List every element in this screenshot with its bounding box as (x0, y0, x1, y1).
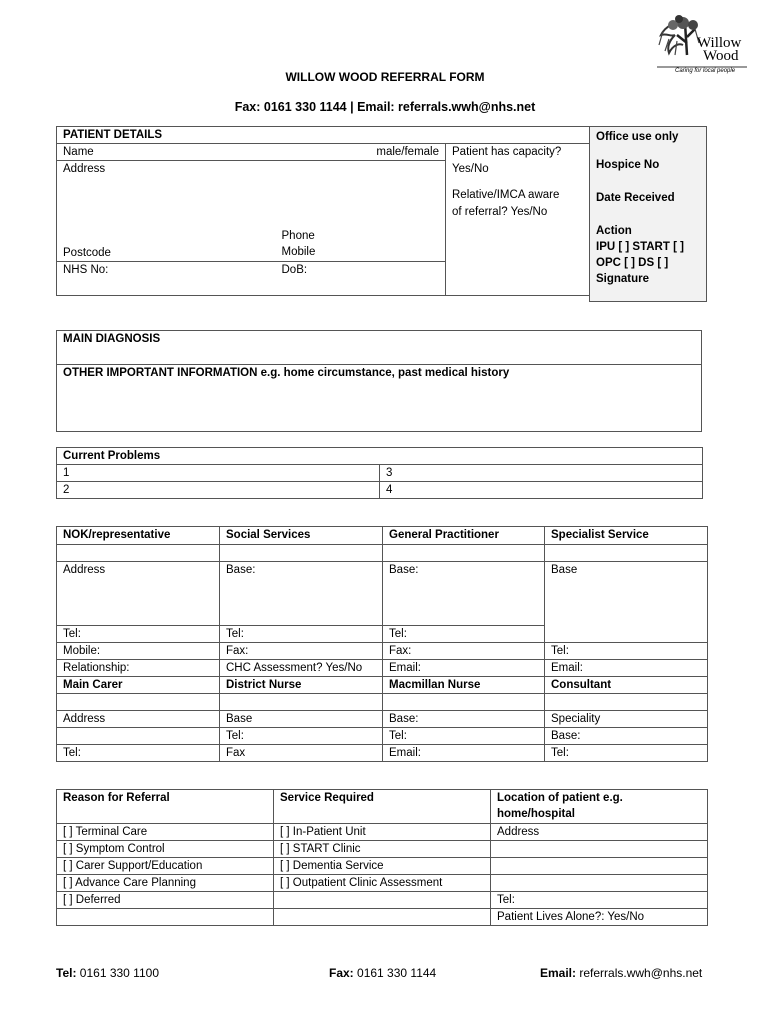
footer-fax (329, 966, 436, 980)
problem-2[interactable]: 2 (57, 482, 380, 499)
signature-label: Signature (596, 273, 650, 285)
dob-label: DoB: (281, 264, 308, 276)
social-tel-field[interactable]: Tel: (220, 626, 383, 643)
location-address-4[interactable] (491, 875, 708, 892)
other-info-field[interactable] (57, 382, 702, 432)
service-start-clinic[interactable]: [ ] START Clinic (274, 841, 491, 858)
reason-symptom-control[interactable]: [ ] Symptom Control (57, 841, 274, 858)
footer-fax-label: Fax: (329, 966, 354, 980)
consultant-heading: Consultant (545, 677, 708, 694)
social-name-field[interactable] (220, 545, 383, 562)
dn-fax-field[interactable]: Fax (220, 745, 383, 762)
patient-details-heading: PATIENT DETAILS (57, 127, 590, 144)
macmillan-email-field[interactable]: Email: (383, 745, 545, 762)
macmillan-heading: Macmillan Nurse (383, 677, 545, 694)
footer-email-value: referrals.wwh@nhs.net (579, 966, 703, 980)
consultant-base-field[interactable]: Base: (545, 728, 708, 745)
consultant-tel-field[interactable]: Tel: (545, 745, 708, 762)
social-services-heading: Social Services (220, 527, 383, 545)
macmillan-tel-field[interactable]: Tel: (383, 728, 545, 745)
postcode-field[interactable] (57, 228, 276, 262)
location-heading-line2: home/hospital (497, 808, 575, 820)
logo-text (697, 37, 741, 63)
specialist-tel-field[interactable]: Tel: (545, 643, 708, 660)
nok-mobile-field[interactable]: Mobile: (57, 643, 220, 660)
gp-email-field[interactable]: Email: (383, 660, 545, 677)
dn-base-field[interactable]: Base (220, 711, 383, 728)
chc-assessment-field[interactable]: CHC Assessment? Yes/No (220, 660, 383, 677)
service-inpatient[interactable]: [ ] In-Patient Unit (274, 824, 491, 841)
carer-tel-field[interactable]: Tel: (57, 745, 220, 762)
macmillan-base-field[interactable]: Base: (383, 711, 545, 728)
dob-field[interactable] (276, 262, 446, 296)
address-field[interactable] (57, 161, 276, 228)
service-empty-1[interactable] (274, 892, 491, 909)
referral-table (56, 789, 708, 926)
footer-email-label: Email: (540, 966, 577, 980)
macmillan-name-field[interactable] (383, 694, 545, 711)
office-heading: Office use only (596, 131, 679, 143)
reason-heading: Reason for Referral (57, 790, 274, 824)
other-info-label: OTHER IMPORTANT INFORMATION e.g. home circumstance, past medical history (57, 365, 702, 382)
action-line1: IPU [ ] START [ ] (596, 241, 684, 253)
location-address-3[interactable] (491, 858, 708, 875)
nhs-field[interactable] (57, 262, 276, 296)
main-carer-heading: Main Carer (57, 677, 220, 694)
location-heading (491, 790, 708, 824)
patient-name-label: Name (63, 146, 94, 158)
problem-3[interactable]: 3 (380, 465, 703, 482)
problem-4[interactable]: 4 (380, 482, 703, 499)
specialist-email-field[interactable]: Email: (545, 660, 708, 677)
carer-address-cont[interactable] (57, 728, 220, 745)
logo-line1: Willow (697, 35, 742, 51)
phone-label: Phone (281, 229, 315, 242)
form-contact: Fax: 0161 330 1144 | Email: referrals.wwh@nhs.net (234, 100, 536, 114)
gp-heading: General Practitioner (383, 527, 545, 545)
reason-carer-support[interactable]: [ ] Carer Support/Education (57, 858, 274, 875)
diagnosis-table (56, 330, 702, 432)
consultant-speciality-field[interactable]: Speciality (545, 711, 708, 728)
nok-tel-field[interactable]: Tel: (57, 626, 220, 643)
gp-base-field[interactable]: Base: (383, 562, 545, 626)
carer-address-field[interactable]: Address (57, 711, 220, 728)
current-problems-heading: Current Problems (57, 448, 703, 465)
service-outpatient[interactable]: [ ] Outpatient Clinic Assessment (274, 875, 491, 892)
gp-name-field[interactable] (383, 545, 545, 562)
footer-email (540, 966, 702, 980)
lives-alone-field[interactable]: Patient Lives Alone?: Yes/No (491, 909, 708, 926)
reason-advance-care[interactable]: [ ] Advance Care Planning (57, 875, 274, 892)
capacity-yn: Yes/No (452, 162, 489, 175)
location-heading-line1: Location of patient e.g. (497, 792, 623, 804)
capacity-label: Patient has capacity? (452, 146, 562, 158)
address-spacer (276, 161, 446, 228)
carer-name-field[interactable] (57, 694, 220, 711)
reason-empty[interactable] (57, 909, 274, 926)
current-problems-table (56, 447, 703, 499)
consultant-name-field[interactable] (545, 694, 708, 711)
reason-deferred[interactable]: [ ] Deferred (57, 892, 274, 909)
phone-field[interactable] (276, 228, 446, 262)
mobile-label: Mobile (281, 245, 316, 258)
service-heading: Service Required (274, 790, 491, 824)
nok-heading: NOK/representative (57, 527, 220, 545)
patient-details-table (56, 126, 590, 296)
willow-wood-logo (655, 15, 750, 77)
patient-sex-label: male/female (376, 146, 439, 158)
patient-capacity-cell[interactable] (446, 144, 590, 296)
service-empty-2[interactable] (274, 909, 491, 926)
specialist-base-field[interactable]: Base (545, 562, 708, 643)
main-diagnosis-field[interactable]: MAIN DIAGNOSIS (57, 331, 702, 365)
nhs-label: NHS No: (63, 264, 109, 276)
footer-tel-label: Tel: (56, 966, 77, 980)
hospice-no-label: Hospice No (596, 159, 660, 171)
contacts-table (56, 526, 708, 762)
location-address[interactable]: Address (491, 824, 708, 841)
logo-line2: Wood (703, 48, 739, 64)
service-dementia[interactable]: [ ] Dementia Service (274, 858, 491, 875)
action-line2: OPC [ ] DS [ ] (596, 257, 669, 269)
postcode-label: Postcode (63, 247, 111, 259)
gp-fax-field[interactable]: Fax: (383, 643, 545, 660)
patient-name-field[interactable] (57, 144, 446, 161)
nok-address-field[interactable]: Address (57, 562, 220, 626)
social-fax-field[interactable]: Fax: (220, 643, 383, 660)
dn-name-field[interactable] (220, 694, 383, 711)
action-label: Action (596, 225, 632, 237)
nok-relationship-field[interactable]: Relationship: (57, 660, 220, 677)
footer-tel (56, 966, 159, 980)
footer-tel-value: 0161 330 1100 (79, 966, 159, 980)
footer-fax-value: 0161 330 1144 (357, 966, 437, 980)
district-nurse-heading: District Nurse (220, 677, 383, 694)
location-address-2[interactable] (491, 841, 708, 858)
specialist-name-field[interactable] (545, 545, 708, 562)
dn-tel-field[interactable]: Tel: (220, 728, 383, 745)
gp-tel-field[interactable]: Tel: (383, 626, 545, 643)
office-use-box (589, 126, 707, 302)
nok-name-field[interactable] (57, 545, 220, 562)
reason-terminal-care[interactable]: [ ] Terminal Care (57, 824, 274, 841)
date-received-label: Date Received (596, 192, 675, 204)
problem-1[interactable]: 1 (57, 465, 380, 482)
relative-aware-yn: of referral? Yes/No (452, 205, 548, 218)
address-label: Address (63, 163, 106, 175)
specialist-heading: Specialist Service (545, 527, 708, 545)
form-title: WILLOW WOOD REFERRAL FORM (285, 70, 485, 84)
social-base-field[interactable]: Base: (220, 562, 383, 626)
location-tel[interactable]: Tel: (491, 892, 708, 909)
logo-tagline: Caring for local people (675, 68, 736, 74)
relative-aware-label: Relative/IMCA aware (452, 189, 560, 201)
